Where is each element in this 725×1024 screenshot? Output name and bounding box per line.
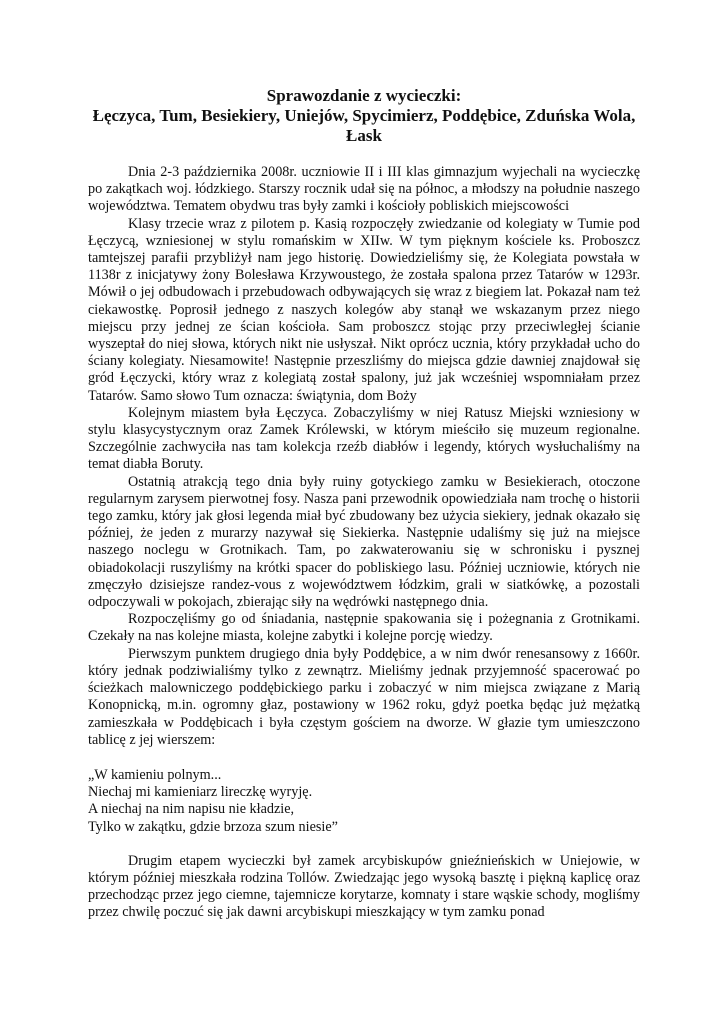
poem-line: A niechaj na nim napisu nie kładzie, — [88, 801, 295, 818]
paragraph-uniejow: Drugim etapem wycieczki był zamek arcybiskupów gnieźnieńskich w Uniejowie, w którym później mieszkała rodzina Tollów. Zwiedzając jego wysoką basztę i piękną kaplicę oraz przechodząc przez jego ciemne, tajemnicze korytarze, komnaty i stare wąskie schody, mogliśmy przez chwilę poczuć się jak dawni arcybiskupi mieszkający w tym zamku ponad — [88, 852, 640, 921]
document-title — [88, 86, 640, 146]
title-line-1: Sprawozdanie z wycieczki: — [266, 86, 462, 105]
poem-quote — [88, 767, 640, 836]
paragraph-tum: Klasy trzecie wraz z pilotem p. Kasią rozpoczęły zwiedzanie od kolegiaty w Tumie pod Łęczycą, wzniesionej w stylu romańskim w XIIw. W tym pięknym kościele ks. Proboszcz tamtejszej parafii przybliżył nam jego historię. Dowiedzieliśmy się, że Kolegiata powstała w 1138r z inicjatywy żony Bolesława Krzywoustego, że została spalona przez Tatarów w 1293r. Mówił o jej odbudowach i przebudowach odbywających się wraz z biegiem lat. Pokazał nam też ciekawostkę. Poprosił jednego z naszych kolegów aby stanął we wskazanym przez niego miejscu przy jednej ze ścian kościoła. Sam proboszcz stojąc przy przeciwległej ścianie wyszeptał do niej słowa, których nikt nie usłyszał. Nikt oprócz ucznia, który przykładał ucho do ściany kolegiaty. Niesamowite! Następnie przeszliśmy do miejsca gdzie dawniej znajdował się gród Łęczycki, który wraz z kolegiatą został spalony, już jak wcześniej wspomniałam przez Tatarów. Samo słowo Tum oznacza: świątynia, dom Boży — [88, 215, 640, 404]
report-body — [88, 164, 640, 749]
poem-line: „W kamieniu polnym... — [88, 766, 222, 783]
document-page — [88, 86, 640, 922]
paragraph-poddebice: Pierwszym punktem drugiego dnia były Poddębice, a w nim dwór renesansowy z 1660r. który jednak podziwialiśmy tylko z zewnątrz. Mieliśmy jednak przyjemność spacerować po ścieżkach malowniczego poddębickiego parku i zobaczyć w nim miejsca związane z Marią Konopnicką, m.in. ogromny głaz, postawiony w 1962 roku, gdyż poetka będąc już mężatką zamieszkała w Poddębicach i była częstym gościem na dworze. W głazie tym umieszczono tablicę z jej wierszem: — [88, 645, 640, 748]
poem-line: Tylko w zakątku, gdzie brzoza szum niesie” — [88, 818, 338, 835]
paragraph-intro: Dnia 2-3 października 2008r. uczniowie II i III klas gimnazjum wyjechali na wycieczkę po zakątkach woj. łódzkiego. Starszy rocznik udał się na północ, a młodszy na południe naszego województwa. Tematem obydwu tras były zamki i kościoły pobliskich miejscowości — [88, 164, 640, 215]
paragraph-leczyca: Kolejnym miastem była Łęczyca. Zobaczyliśmy w niej Ratusz Miejski wzniesiony w stylu klasycystycznym oraz Zamek Królewski, w którym mieściło się muzeum regionalne. Szczególnie zachwyciła nas tam kolekcja rzeźb diabłów i legendy, których wysłuchaliśmy na temat diabła Boruty. — [88, 404, 640, 473]
title-line-3: Łask — [346, 126, 382, 145]
paragraph-second-day: Rozpoczęliśmy go od śniadania, następnie spakowania się i pożegnania z Grotnikami. Czekały na nas kolejne miasta, kolejne zabytki i kolejne porcję wiedzy. — [88, 611, 640, 645]
title-line-2: Łęczyca, Tum, Besiekiery, Uniejów, Spycimierz, Poddębice, Zduńska Wola, — [92, 106, 636, 125]
paragraph-besiekiery: Ostatnią atrakcją tego dnia były ruiny gotyckiego zamku w Besiekierach, otoczone regularnym zarysem pierwotnej fosy. Nasza pani przewodnik opowiedziała nam trochę o historii tego zamku, który jak głosi legenda miał być zbudowany bez użycia siekiery, jednak okazało się później, że jeden z murarzy nazywał się Siekierka. Następnie udaliśmy się już na miejsce naszego noclegu w Grotnikach. Tam, po zakwaterowaniu się w schronisku i pysznej obiadokolacji ruszyliśmy na krótki spacer do pobliskiego lasu. Później uczniowie, których nie zmęczyło dzisiejsze randez-vous z województwem łódzkim, grali w siatkówkę, a pozostali odpoczywali w pokojach, zbierając siły na wędrówki następnego dnia. — [88, 473, 640, 611]
report-body-continued — [88, 853, 640, 922]
poem-line: Niechaj mi kamieniarz lireczkę wyryję. — [88, 784, 313, 801]
